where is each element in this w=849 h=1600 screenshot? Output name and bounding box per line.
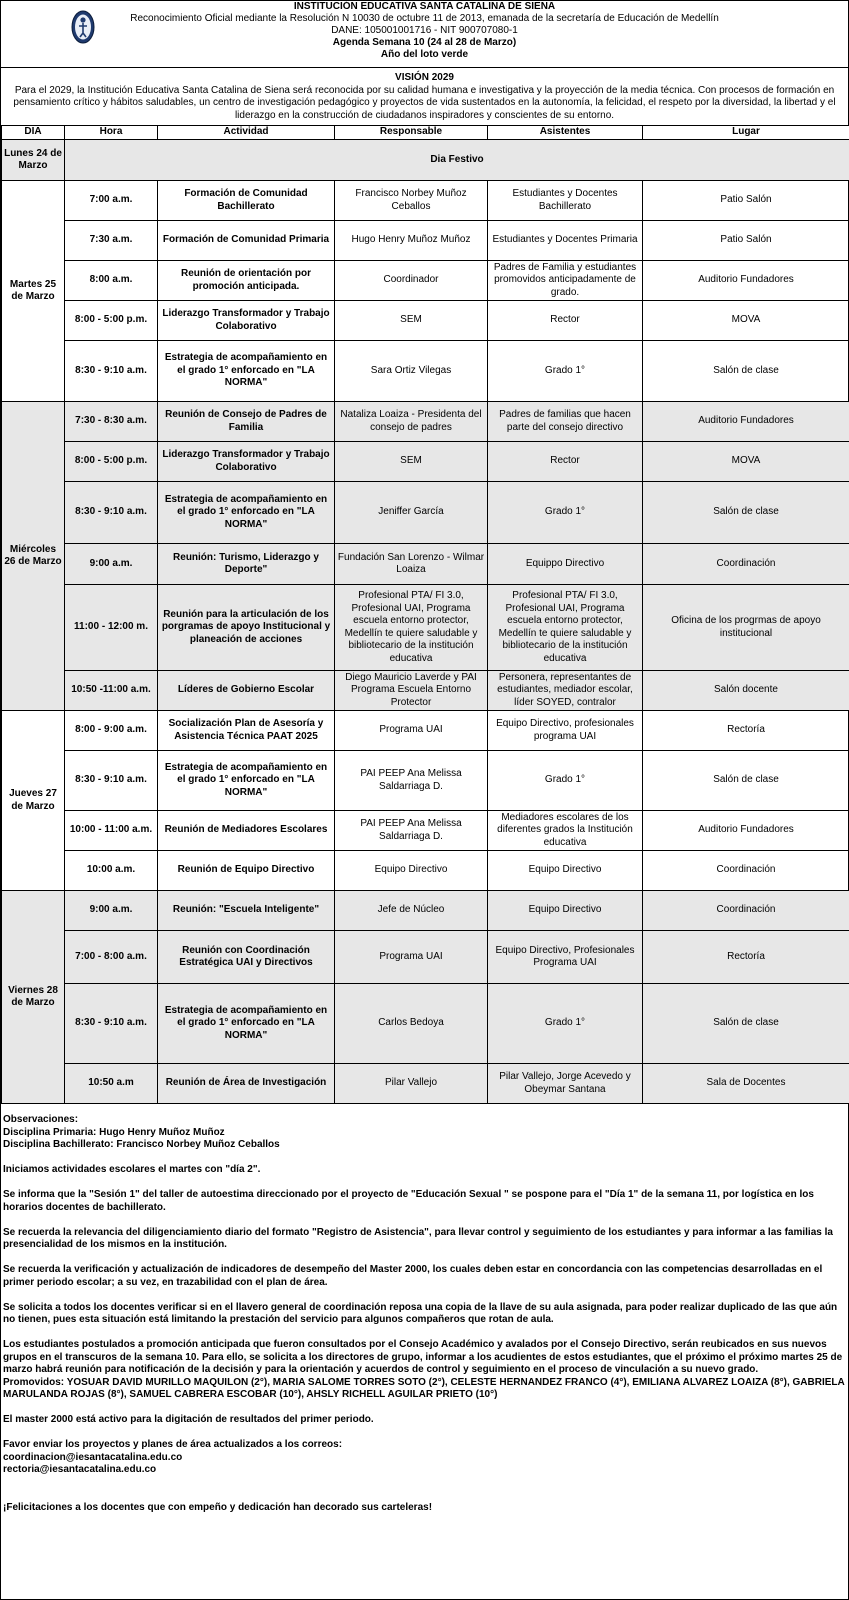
place-cell: Auditorio Fundadores — [643, 811, 849, 851]
observation-note: Se recuerda la verificación y actualización de indicadores de desempeño del Master 2000, los cuales deben estar en concordancia con las competencias desarrolladas en el primer periodo escolar; a su vez, en trazabilidad con el plan de área. — [3, 1264, 823, 1288]
attendees-cell: Estudiantes y Docentes Primaria — [488, 221, 643, 261]
table-row — [2, 585, 849, 671]
agenda-table — [1, 125, 849, 1104]
col-header-responsable: Responsable — [335, 126, 488, 140]
place-cell: Coordinación — [643, 891, 849, 931]
place-cell: Rectoría — [643, 711, 849, 751]
responsible-cell: Jefe de Núcleo — [335, 891, 488, 931]
table-row — [2, 181, 849, 221]
responsible-cell: PAI PEEP Ana Melissa Saldarriaga D. — [335, 751, 488, 811]
activity-cell: Formación de Comunidad Primaria — [158, 221, 335, 261]
activity-cell: Reunión con Coordinación Estratégica UAI y Directivos — [158, 931, 335, 984]
time-cell: 11:00 - 12:00 m. — [65, 585, 158, 671]
promoted-students: Promovidos: YOSUAR DAVID MURILLO MAQUILON (2°), MARIA SALOME TORRES SOTO (2°), CELESTE HERNANDEZ FRANCO (4°), EMILIANA ALVAREZ LOAIZA (8°), GABRIELA MARULANDA ROJAS (8°), SAMUEL CABRERA ESCOBAR (10°), AHSLY RICHELL AGUILAR PRIETO (10°) — [3, 1376, 845, 1400]
place-cell: Salón de clase — [643, 984, 849, 1064]
document-header — [1, 1, 848, 68]
responsible-cell: Programa UAI — [335, 711, 488, 751]
activity-cell: Socialización Plan de Asesoría y Asistencia Técnica PAAT 2025 — [158, 711, 335, 751]
table-header-row — [2, 126, 849, 140]
day-cell: Lunes 24 de Marzo — [2, 140, 65, 181]
time-cell: 8:00 - 5:00 p.m. — [65, 301, 158, 341]
table-row — [2, 221, 849, 261]
time-cell: 10:50 a.m — [65, 1064, 158, 1104]
place-cell: Patio Salón — [643, 221, 849, 261]
attendees-cell: Rector — [488, 301, 643, 341]
vision-section — [1, 67, 848, 126]
time-cell: 8:30 - 9:10 a.m. — [65, 751, 158, 811]
place-cell: Salón docente — [643, 671, 849, 711]
discipline-bachillerato: Disciplina Bachillerato: Francisco Norbey Muñoz Ceballos — [3, 1139, 280, 1150]
table-row — [2, 482, 849, 544]
attendees-cell: Equippo Directivo — [488, 544, 643, 585]
dane-nit: DANE: 105001001716 - NIT 900707080-1 — [331, 25, 518, 36]
year-motto: Año del loto verde — [380, 49, 469, 60]
observation-note: Los estudiantes postulados a promoción anticipada que fueron consultados por el Consejo Académico y avalados por el Consejo Directivo, serán reubicados en sus nuevos grupos en el transcuros de la semana 10. Para ello, se solicita a los directores de grupo, informar a los acudientes de estos estudiantes, que el próximo el próximo martes 25 de marzo habrá reunión para notificación de la decisión y para la orientación y acuerdos de control y seguimiento en el proceso de vinculación a su nuevo grado. — [3, 1339, 843, 1375]
table-row — [2, 891, 849, 931]
agenda-title: Agenda Semana 10 (24 al 28 de Marzo) — [332, 37, 517, 48]
place-cell: Salón de clase — [643, 751, 849, 811]
col-header-hora: Hora — [65, 126, 158, 140]
table-row — [2, 711, 849, 751]
table-row — [2, 851, 849, 891]
col-header-asistentes: Asistentes — [488, 126, 643, 140]
attendees-cell: Equipo Directivo — [488, 851, 643, 891]
discipline-primaria: Disciplina Primaria: Hugo Henry Muñoz Muñoz — [3, 1126, 225, 1138]
place-cell: MOVA — [643, 301, 849, 341]
attendees-cell: Rector — [488, 442, 643, 482]
responsible-cell: Jeniffer García — [335, 482, 488, 544]
place-cell: Auditorio Fundadores — [643, 402, 849, 442]
responsible-cell: Carlos Bedoya — [335, 984, 488, 1064]
table-row — [2, 341, 849, 402]
time-cell: 8:30 - 9:10 a.m. — [65, 482, 158, 544]
activity-cell: Reunión: Turismo, Liderazgo y Deporte" — [158, 544, 335, 585]
activity-cell: Reunión de Mediadores Escolares — [158, 811, 335, 851]
attendees-cell: Mediadores escolares de los diferentes grados la Institución educativa — [488, 811, 643, 851]
attendees-cell: Padres de Familia y estudiantes promovidos anticipadamente de grado. — [488, 261, 643, 301]
attendees-cell: Grado 1° — [488, 984, 643, 1064]
table-row — [2, 442, 849, 482]
email-coordinacion: coordinacion@iesantacatalina.edu.co — [3, 1451, 183, 1463]
table-row — [2, 671, 849, 711]
table-row — [2, 261, 849, 301]
place-cell: Rectoría — [643, 931, 849, 984]
institution-logo-icon — [71, 10, 95, 44]
table-row — [2, 1064, 849, 1104]
responsible-cell: Sara Ortiz Vilegas — [335, 341, 488, 402]
time-cell: 9:00 a.m. — [65, 544, 158, 585]
activity-cell: Estrategia de acompañamiento en el grado 1° enforcado en "LA NORMA" — [158, 984, 335, 1064]
responsible-cell: Profesional PTA/ FI 3.0, Profesional UAI, Programa escuela entorno protector, Medellín te quiere saludable y bibliotecario de la institución educativa — [335, 585, 488, 671]
table-row — [2, 811, 849, 851]
responsible-cell: Francisco Norbey Muñoz Ceballos — [335, 181, 488, 221]
activity-cell: Estrategia de acompañamiento en el grado 1° enforcado en "LA NORMA" — [158, 751, 335, 811]
table-row — [2, 931, 849, 984]
responsible-cell: PAI PEEP Ana Melissa Saldarriaga D. — [335, 811, 488, 851]
activity-cell: Reunión de Consejo de Padres de Familia — [158, 402, 335, 442]
observation-note: Iniciamos actividades escolares el martes con "día 2". — [3, 1164, 261, 1175]
col-header-actividad: Actividad — [158, 126, 335, 140]
congratulations-note: ¡Felicitaciones a los docentes que con empeño y dedicación han decorado sus carteleras! — [3, 1501, 433, 1513]
observation-note: Se informa que la "Sesión 1" del taller de autoestima direccionado por el proyecto de "Educación Sexual " se pospone para el "Día 1" de la semana 11, por logística en los horarios docentes de bachillerato. — [3, 1189, 814, 1213]
activity-cell: Reunión de orientación por promoción anticipada. — [158, 261, 335, 301]
place-cell: MOVA — [643, 442, 849, 482]
responsible-cell: Hugo Henry Muñoz Muñoz — [335, 221, 488, 261]
attendees-cell: Grado 1° — [488, 341, 643, 402]
time-cell: 10:00 - 11:00 a.m. — [65, 811, 158, 851]
attendees-cell: Estudiantes y Docentes Bachillerato — [488, 181, 643, 221]
table-row — [2, 984, 849, 1064]
attendees-cell: Grado 1° — [488, 751, 643, 811]
observation-note: El master 2000 está activo para la digitación de resultados del primer periodo. — [3, 1414, 374, 1425]
attendees-cell: Pilar Vallejo, Jorge Acevedo y Obeymar Santana — [488, 1064, 643, 1104]
recognition-text: Reconocimiento Oficial mediante la Resolución N 10030 de octubre 11 de 2013, emanada de la secretaría de Educación de Medellín — [130, 13, 719, 24]
time-cell: 7:00 - 8:00 a.m. — [65, 931, 158, 984]
time-cell: 10:00 a.m. — [65, 851, 158, 891]
day-cell: Miércoles 26 de Marzo — [2, 402, 65, 711]
place-cell: Patio Salón — [643, 181, 849, 221]
place-cell: Oficina de los progrmas de apoyo institucional — [643, 585, 849, 671]
activity-cell: Reunión de Área de Investigación — [158, 1064, 335, 1104]
vision-text: Para el 2029, la Institución Educativa Santa Catalina de Siena será reconocida por su calidad humana e investigativa y la proyección de la media técnica. Con procesos de formación en pensamiento crítico y hábitos saludables, un centro de investigación pedagógico y proyectos de vida sustentados en la autonomía, la felicidad, el respeto por la diversidad, la libertad y el liderazgo en la construcción de ciudadanos inspiradores y conscientes de su entorno. — [13, 84, 836, 121]
activity-cell: Estrategia de acompañamiento en el grado 1° enforcado en "LA NORMA" — [158, 482, 335, 544]
time-cell: 8:30 - 9:10 a.m. — [65, 984, 158, 1064]
activity-cell: Liderazgo Transformador y Trabajo Colaborativo — [158, 301, 335, 341]
table-row — [2, 544, 849, 585]
place-cell: Coordinación — [643, 851, 849, 891]
responsible-cell: Coordinador — [335, 261, 488, 301]
day-cell: Martes 25 de Marzo — [2, 181, 65, 402]
observations-title: Observaciones: — [3, 1114, 79, 1125]
time-cell: 8:00 - 5:00 p.m. — [65, 442, 158, 482]
responsible-cell: Pilar Vallejo — [335, 1064, 488, 1104]
activity-cell: Liderazgo Transformador y Trabajo Colaborativo — [158, 442, 335, 482]
time-cell: 7:30 a.m. — [65, 221, 158, 261]
attendees-cell: Personera, representantes de estudiantes, mediador escolar, líder SOYED, contralor — [488, 671, 643, 711]
day-cell: Jueves 27 de Marzo — [2, 711, 65, 891]
responsible-cell: SEM — [335, 442, 488, 482]
institution-name: INSTITUCIÓN EDUCATIVA SANTA CATALINA DE SIENA — [293, 1, 556, 12]
place-cell: Salón de clase — [643, 341, 849, 402]
day-cell: Viernes 28 de Marzo — [2, 891, 65, 1104]
place-cell: Coordinación — [643, 544, 849, 585]
responsible-cell: SEM — [335, 301, 488, 341]
activity-cell: Líderes de Gobierno Escolar — [158, 671, 335, 711]
responsible-cell: Fundación San Lorenzo - Wilmar Loaiza — [335, 544, 488, 585]
time-cell: 8:00 a.m. — [65, 261, 158, 301]
time-cell: 7:30 - 8:30 a.m. — [65, 402, 158, 442]
responsible-cell: Equipo Directivo — [335, 851, 488, 891]
table-row — [2, 301, 849, 341]
place-cell: Salón de clase — [643, 482, 849, 544]
activity-cell: Reunión de Equipo Directivo — [158, 851, 335, 891]
col-header-lugar: Lugar — [643, 126, 849, 140]
activity-cell: Formación de Comunidad Bachillerato — [158, 181, 335, 221]
table-row — [2, 751, 849, 811]
responsible-cell: Nataliza Loaiza - Presidenta del consejo de padres — [335, 402, 488, 442]
observations-section — [3, 1114, 846, 1514]
observation-note: Se recuerda la relevancia del diligenciamiento diario del formato "Registro de Asistencia", para llevar control y seguimiento de los estudiantes y para informar a las familias la presencialidad de los mismos en la institución. — [3, 1226, 833, 1250]
table-row — [2, 402, 849, 442]
holiday-note: Dia Festivo — [65, 140, 849, 181]
activity-cell: Reunión: "Escuela Inteligente" — [158, 891, 335, 931]
time-cell: 8:30 - 9:10 a.m. — [65, 341, 158, 402]
responsible-cell: Programa UAI — [335, 931, 488, 984]
attendees-cell: Equipo Directivo, Profesionales Programa UAI — [488, 931, 643, 984]
responsible-cell: Diego Mauricio Laverde y PAI Programa Escuela Entorno Protector — [335, 671, 488, 711]
attendees-cell: Grado 1° — [488, 482, 643, 544]
vision-title: VISIÓN 2029 — [395, 72, 454, 83]
observation-note: Favor enviar los proyectos y planes de área actualizados a los correos: — [3, 1439, 343, 1450]
observation-note: Se solicita a todos los docentes verificar si en el llavero general de coordinación reposa una copia de la llave de su aula asignada, para poder realizar duplicado de las que aún no tienen, pues esta situación está limitando la prestación del servicio para algunos compañeros que rotan de aula. — [3, 1301, 838, 1325]
time-cell: 8:00 - 9:00 a.m. — [65, 711, 158, 751]
time-cell: 9:00 a.m. — [65, 891, 158, 931]
attendees-cell: Profesional PTA/ FI 3.0, Profesional UAI, Programa escuela entorno protector, Medellín te quiere saludable y bibliotecario de la institución educativa — [488, 585, 643, 671]
attendees-cell: Padres de familias que hacen parte del consejo directivo — [488, 402, 643, 442]
email-rectoria: rectoria@iesantacatalina.edu.co — [3, 1464, 157, 1475]
table-row — [2, 140, 849, 181]
activity-cell: Estrategia de acompañamiento en el grado 1° enforcado en "LA NORMA" — [158, 341, 335, 402]
time-cell: 7:00 a.m. — [65, 181, 158, 221]
attendees-cell: Equipo Directivo — [488, 891, 643, 931]
place-cell: Sala de Docentes — [643, 1064, 849, 1104]
attendees-cell: Equipo Directivo, profesionales programa UAI — [488, 711, 643, 751]
col-header-dia: DIA — [2, 126, 65, 140]
place-cell: Auditorio Fundadores — [643, 261, 849, 301]
activity-cell: Reunión para la articulación de los porgramas de apoyo Institucional y planeación de acciones — [158, 585, 335, 671]
time-cell: 10:50 -11:00 a.m. — [65, 671, 158, 711]
